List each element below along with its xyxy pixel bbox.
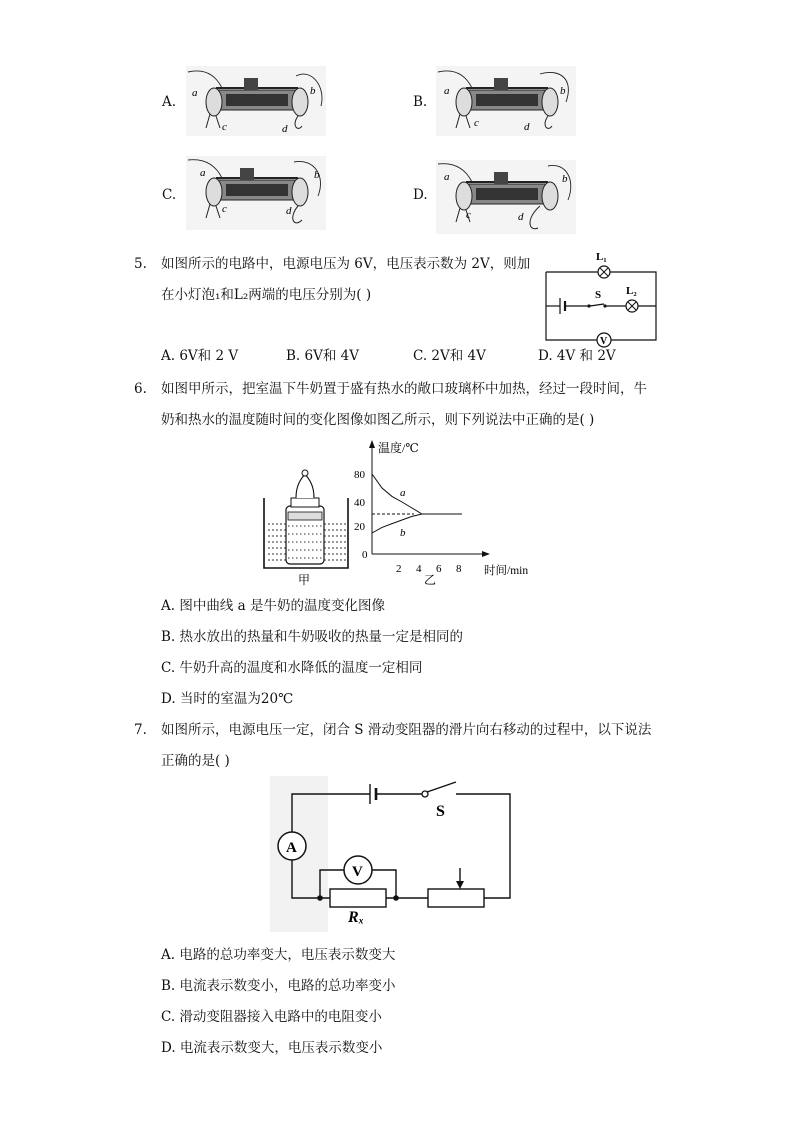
y-tick-label: 80: [354, 469, 365, 481]
q4-option-a-label: A.: [162, 94, 177, 110]
series-label-a: a: [400, 487, 406, 499]
q7-option-c: C. 滑动变阻器接入电路中的电阻变小: [161, 1009, 382, 1025]
q7-number: 7.: [134, 722, 147, 738]
series-line-b: [372, 514, 422, 533]
x-tick-label: 2: [396, 563, 402, 575]
q7-option-d: D. 电流表示数变大，电压表示数变小: [161, 1040, 383, 1056]
q7-ammeter-label: A: [286, 840, 297, 856]
q5-number: 5.: [134, 256, 147, 272]
q7-option-b: B. 电流表示数变小，电路的总功率变小: [161, 978, 396, 994]
rheostat-d-label-b: b: [562, 173, 568, 185]
q5-option-a: A. 6V和 2 V: [161, 348, 239, 364]
q6-option-d: D. 当时的室温为20℃: [161, 691, 294, 707]
q7-stem-line1: 如图所示，电源电压一定，闭合 S 滑动变阻器的滑片向右移动的过程中，以下说法: [161, 722, 652, 738]
series-line-a: [372, 474, 462, 514]
q7-rx-label: Rₓ: [348, 909, 365, 926]
q7-option-a: A. 电路的总功率变大，电压表示数变大: [161, 947, 396, 963]
rheostat-a-label-b: b: [310, 85, 316, 97]
rheostat-c-label-a: a: [200, 167, 206, 179]
q6-fig-right-caption: 乙: [424, 573, 437, 586]
q5-option-b: B. 6V和 4V: [286, 348, 359, 364]
q6-stem-line1: 如图甲所示，把室温下牛奶置于盛有热水的敞口玻璃杯中加热，经过一段时间，牛: [161, 381, 647, 397]
q6-option-b: B. 热水放出的热量和牛奶吸收的热量一定是相同的: [161, 629, 464, 645]
rheostat-b-label-c: c: [474, 117, 479, 129]
q7-circuit-diagram: [270, 776, 524, 932]
q5-switch-label: S: [595, 289, 602, 301]
q6-stem-line2: 奶和热水的温度随时间的变化图像如图乙所示，则下列说法中正确的是( ): [161, 412, 595, 428]
q6-option-c: C. 牛奶升高的温度和水降低的温度一定相同: [161, 660, 423, 676]
q7-stem-line2: 正确的是( ): [161, 753, 230, 769]
q5-option-c: C. 2V和 4V: [413, 348, 486, 364]
series-label-b: b: [400, 527, 406, 539]
q6-number: 6.: [134, 381, 147, 397]
q5-voltmeter-label: V: [600, 336, 608, 347]
q4-option-d-label: D.: [413, 187, 428, 203]
q4-option-b-label: B.: [413, 94, 428, 110]
q5-circuit-diagram: [538, 244, 664, 354]
y-axis-arrow-icon: [369, 440, 375, 448]
rheostat-d-label-a: a: [444, 171, 450, 183]
x-tick-label: 8: [456, 563, 462, 575]
q6-beaker-figure: [258, 468, 354, 588]
rheostat-a-label-c: c: [222, 121, 227, 133]
q5-stem-line1: 如图所示的电路中，电源电压为 6V，电压表示数为 2V，则加: [161, 256, 531, 272]
rheostat-b-label-a: a: [444, 85, 450, 97]
q5-lamp-l2-label: L₂: [626, 285, 637, 297]
rheostat-c-label-b: b: [314, 169, 320, 181]
rheostat-figure-a: [186, 66, 326, 136]
q6-fig-left-caption: 甲: [298, 573, 311, 587]
y-tick-label: 40: [354, 497, 365, 509]
rheostat-b-label-d: d: [524, 121, 530, 133]
rheostat-figure-c: [186, 156, 326, 230]
rheostat-d-label-d: d: [518, 211, 524, 223]
q7-voltmeter-label: V: [352, 864, 363, 880]
rheostat-a-label-d: d: [282, 123, 288, 135]
x-axis-arrow-icon: [482, 551, 490, 557]
x-tick-label: 4: [416, 563, 422, 575]
rheostat-c-label-d: d: [286, 205, 292, 217]
chart-xlabel: 时间/min: [484, 565, 529, 577]
x-tick-label: 6: [436, 563, 442, 575]
q6-temperature-chart: [350, 436, 540, 586]
rheostat-c-label-c: c: [222, 203, 227, 215]
rheostat-figure-d: [436, 160, 576, 234]
rheostat-b-label-b: b: [560, 85, 566, 97]
chart-ylabel: 温度/℃: [378, 441, 419, 455]
q5-lamp-l1-label: L₁: [596, 251, 607, 263]
rheostat-a-label-a: a: [192, 87, 198, 99]
q4-option-c-label: C.: [162, 187, 177, 203]
q7-switch-label: S: [436, 803, 445, 820]
slider-arrow-icon: [456, 881, 464, 889]
q5-stem-line2: 在小灯泡₁和L₂两端的电压分别为( ): [161, 287, 372, 303]
q6-option-a: A. 图中曲线 a 是牛奶的温度变化图像: [161, 598, 385, 614]
rheostat-figure-b: [436, 66, 576, 136]
q5-option-d: D. 4V 和 2V: [538, 348, 616, 364]
y-tick-label: 0: [362, 549, 368, 561]
y-tick-label: 20: [354, 521, 365, 533]
rheostat-d-label-c: c: [466, 209, 471, 221]
